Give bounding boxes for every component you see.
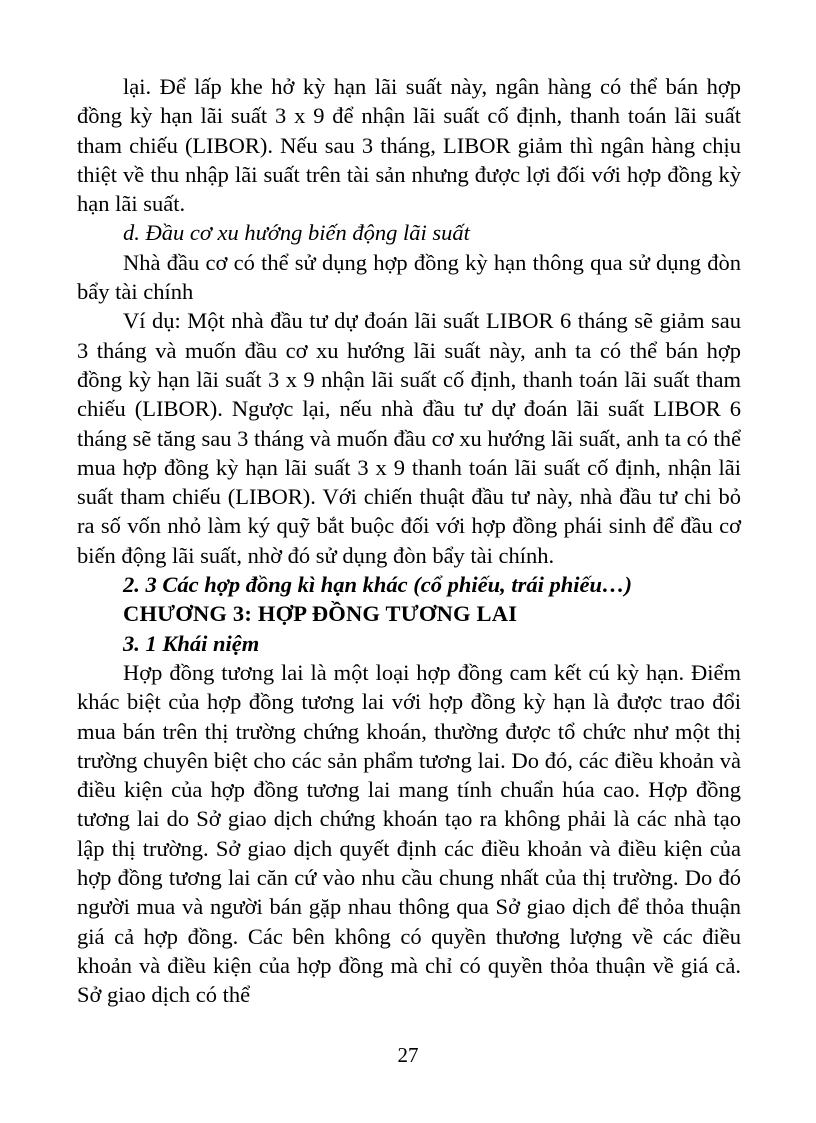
section-heading-d: d. Đầu cơ xu hướng biến động lãi suất — [123, 220, 470, 246]
section-heading-3-1: 3. 1 Khái niệm — [123, 630, 260, 656]
paragraph: Hợp đồng tương lai là một loại hợp đồng cam kết cú kỳ hạn. Điểm khác biệt của hợp đồng tương lai với hợp đồng kỳ hạn là được trao đổi mua bán trên thị trường chứng khoán, thường được tổ chức như một thị trường chuyên biệt cho các sản phẩm tương lai. Do đó, các điều khoản và điều kiện của hợp đồng tương lai mang tính chuẩn húa cao. Hợp đồng tương lai do Sở giao dịch chứng khoán tạo ra không phải là các nhà tạo lập thị trường. Sở giao dịch quyết định các điều khoản và điều kiện của hợp đồng tương lai căn cứ vào nhu cầu chung nhất của thị trường. Do đó người mua và người bán gặp nhau thông qua Sở giao dịch để thỏa thuận giá cả hợp đồng. Các bên không có quyền thương lượng về các điều khoản và điều kiện của hợp đồng mà chỉ có quyền thỏa thuận về giá cả. Sở giao dịch có thể — [77, 659, 741, 1008]
document-page — [77, 72, 741, 1010]
page-number: 27 — [397, 1043, 419, 1067]
paragraph: lại. Để lấp khe hở kỳ hạn lãi suất này, ngân hàng có thể bán hợp đồng kỳ hạn lãi suất 3 x 9 để nhận lãi suất cố định, thanh toán lãi suất tham chiếu (LIBOR). Nếu sau 3 tháng, LIBOR giảm thì ngân hàng chịu thiệt về thu nhập lãi suất trên tài sản nhưng được lợi đối với hợp đồng kỳ hạn lãi suất. — [77, 74, 741, 217]
paragraph: Ví dụ: Một nhà đầu tư dự đoán lãi suất LIBOR 6 tháng sẽ giảm sau 3 tháng và muốn đầu cơ xu hướng lãi suất này, anh ta có thể bán hợp đồng kỳ hạn lãi suất 3 x 9 nhận lãi suất cố định, thanh toán lãi suất tham chiếu (LIBOR). Ngược lại, nếu nhà đầu tư dự đoán lãi suất LIBOR 6 tháng sẽ tăng sau 3 tháng và muốn đầu cơ xu hướng lãi suất, anh ta có thể mua hợp đồng kỳ hạn lãi suất 3 x 9 thanh toán lãi suất cố định, nhận lãi suất tham chiếu (LIBOR). Với chiến thuật đầu tư này, nhà đầu tư chi bỏ ra số vốn nhỏ làm ký quỹ bắt buộc đối với hợp đồng phái sinh để đầu cơ biến động lãi suất, nhờ đó sử dụng đòn bẩy tài chính. — [77, 308, 741, 568]
paragraph: Nhà đầu cơ có thể sử dụng hợp đồng kỳ hạn thông qua sử dụng đòn bẩy tài chính — [77, 249, 741, 305]
chapter-title: CHƯƠNG 3: HỢP ĐỒNG TƯƠNG LAI — [123, 601, 518, 627]
section-heading-2-3: 2. 3 Các hợp đồng kì hạn khác (cổ phiếu, trái phiếu…) — [123, 572, 633, 598]
